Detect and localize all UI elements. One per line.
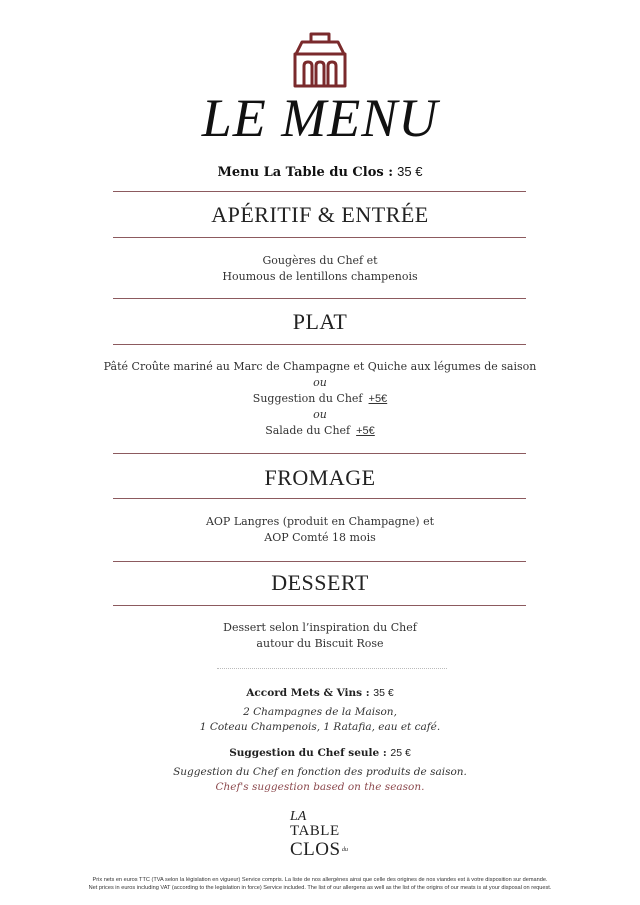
section-title-aperitif: APÉRITIF & ENTRÉE: [211, 202, 429, 227]
footer-line-en: Net prices in euros including VAT (according to the legislation in force) Service included. The list of our allergens as well as the list of the origins of our meats is at your disposal on request.: [88, 885, 552, 891]
plat-option-2-label: Salade du Chef: [265, 424, 351, 437]
footer-legal: [0, 876, 640, 892]
divider: [113, 237, 526, 238]
logo-table: TABLE: [290, 823, 340, 839]
plat-option-1-supplement: +5€: [368, 393, 388, 405]
divider: [113, 605, 526, 606]
logo-du: du: [342, 847, 348, 853]
suggestion-line: [0, 747, 640, 759]
plat-option-2-supplement: +5€: [356, 425, 375, 437]
plat-main: Pâté Croûte mariné au Marc de Champagne et Quiche aux légumes de saison: [103, 360, 537, 373]
suggestion-label: Suggestion du Chef seule :: [229, 747, 387, 759]
plat-option-1-label: Suggestion du Chef: [252, 392, 363, 405]
plat-option-1: [0, 391, 640, 407]
fromage-line-2: AOP Comté 18 mois: [264, 531, 376, 544]
accord-line: [0, 687, 640, 699]
divider: [113, 453, 526, 454]
suggestion-en: Chef's suggestion based on the season.: [215, 781, 425, 793]
suggestion-fr: Suggestion du Chef en fonction des produits de saison.: [173, 766, 467, 778]
accord-detail-1: 2 Champagnes de la Maison,: [243, 706, 397, 718]
menu-price: 35 €: [397, 164, 423, 179]
aperitif-line-1: Gougères du Chef et: [262, 254, 378, 267]
menu-price-line: [0, 163, 640, 182]
accord-price: 35 €: [373, 687, 394, 699]
plat-or-1: ou: [313, 376, 327, 389]
divider: [113, 498, 526, 499]
footer-line-fr: Prix nets en euros TTC (TVA selon la législation en vigueur) Service compris. La liste de nos allergènes ainsi que celle des origines de nos viandes est à votre disposition sur demande.: [92, 877, 548, 883]
house-logo-icon: [290, 32, 350, 88]
plat-option-2: [0, 423, 640, 439]
divider: [113, 298, 526, 299]
section-title-fromage: FROMAGE: [264, 465, 376, 490]
section-title-dessert: DESSERT: [271, 570, 369, 595]
fromage-line-1: AOP Langres (produit en Champagne) et: [205, 515, 435, 528]
section-title-plat: PLAT: [292, 309, 348, 334]
page-title: LE MENU: [201, 88, 439, 148]
divider: [113, 561, 526, 562]
logo-clos: CLOS: [290, 839, 341, 860]
divider: [113, 191, 526, 192]
aperitif-line-2: Houmous de lentillons champenois: [222, 270, 418, 283]
accord-label: Accord Mets & Vins :: [246, 687, 370, 699]
accord-detail-2: 1 Coteau Champenois, 1 Ratafia, eau et café.: [199, 721, 441, 733]
divider: [113, 344, 526, 345]
logo-la: LA: [290, 809, 307, 824]
dessert-line-2: autour du Biscuit Rose: [256, 637, 384, 650]
dessert-line-1: Dessert selon l’inspiration du Chef: [223, 621, 417, 634]
plat-or-2: ou: [313, 408, 327, 421]
dotted-separator: [217, 668, 447, 669]
menu-name: Menu La Table du Clos :: [217, 165, 394, 180]
restaurant-logo: [280, 810, 360, 860]
suggestion-price: 25 €: [390, 747, 411, 759]
